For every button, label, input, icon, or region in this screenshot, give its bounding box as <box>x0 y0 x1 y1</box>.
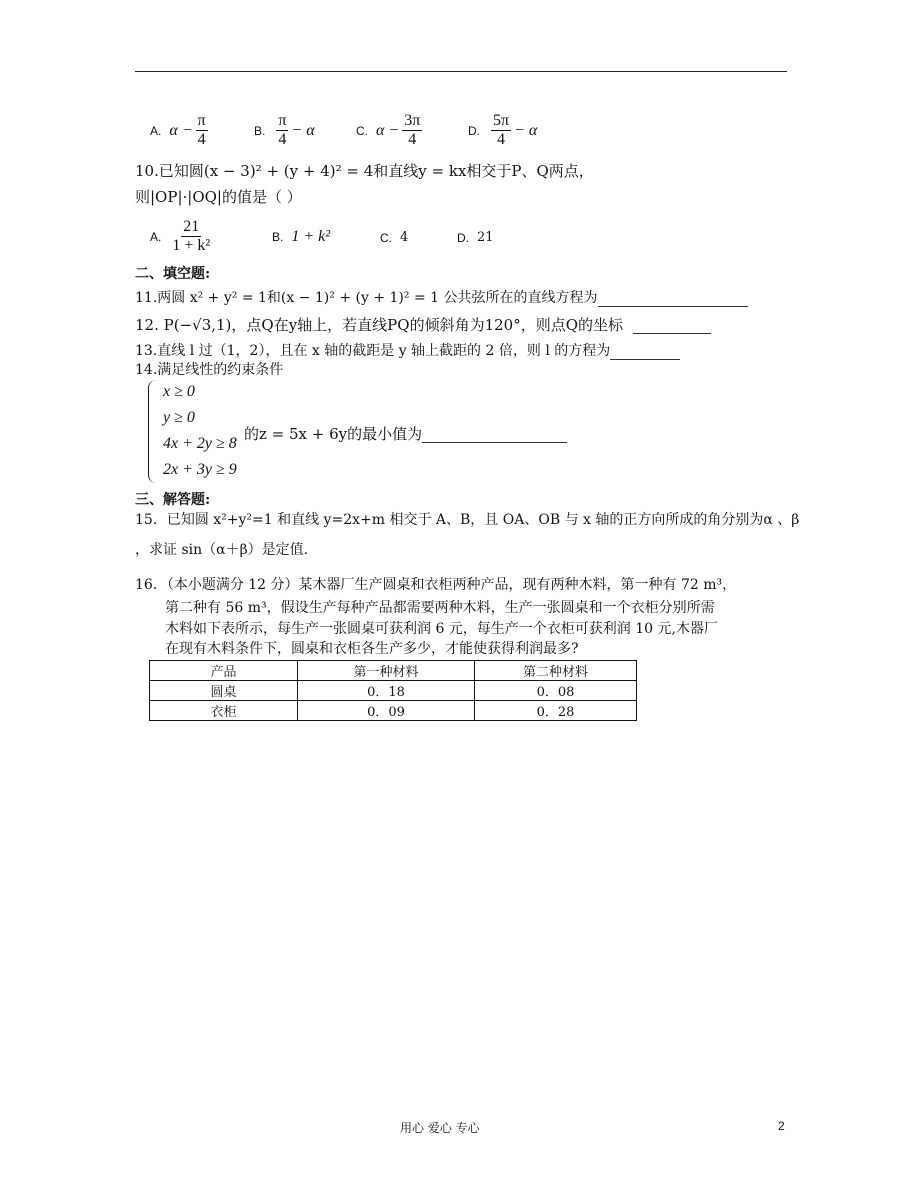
constraint-2: y ≥ 0 <box>163 409 195 426</box>
table-header: 第一种材料 <box>298 661 475 681</box>
q11: 11.两圆 x² + y² = 1和(x − 1)² + (y + 1)² = 1 公共弦所在的直线方程为 <box>135 289 748 307</box>
q10-line1: 10.已知圆(x − 3)² + (y + 4)² = 4和直线y = kx相交于P、Q两点， <box>135 162 594 180</box>
q14-answer-blank[interactable] <box>422 442 567 443</box>
table-cell: 0．18 <box>298 681 475 701</box>
q16-line4: 在现有木料条件下，圆桌和衣柜各生产多少，才能使获得利润最多? <box>165 641 579 657</box>
q16-line3: 木料如下表所示，每生产一张圆桌可获利润 6 元，每生产一个衣柜可获利润 10 元,木器厂 <box>165 621 718 637</box>
table-cell: 衣柜 <box>150 701 298 721</box>
q9-option-a: A. α − $\frac{\pi}{4}$ <box>150 112 206 148</box>
page-footer: 用心 爱心 专心 <box>400 1121 480 1135</box>
q10-option-d: D. 21 <box>457 230 494 245</box>
q13: 13.直线 l 过（1，2），且在 x 轴的截距是 y 轴上截距的 2 倍，则 l 的方程为 <box>135 342 680 360</box>
table-header-row <box>150 661 637 681</box>
q16-line1: 16．（本小题满分 12 分）某木器厂生产圆桌和衣柜两种产品，现有两种木料，第一种有 72 m³， <box>135 577 737 593</box>
q9-option-c: C. α − $\frac{3\pi}{4}$ <box>356 112 421 148</box>
q9-c-fraction: $\frac{3\pi}{4}$ <box>404 112 421 148</box>
q10-a-fraction: $\frac{21}{\text{1 + k²}}$ <box>172 218 211 254</box>
table-cell: 0．08 <box>475 681 637 701</box>
table-header: 第二种材料 <box>475 661 637 681</box>
header-rule <box>135 71 787 72</box>
table-row <box>150 701 637 721</box>
q14-objective: 的z = 5x + 6y的最小值为 <box>244 425 567 443</box>
constraint-4: 2x + 3y ≥ 9 <box>163 461 237 478</box>
section-3-heading: 三、解答题: <box>135 492 211 508</box>
table-cell: 0．09 <box>298 701 475 721</box>
constraint-1: x ≥ 0 <box>163 383 195 400</box>
q9-d-fraction: $\frac{5\pi}{4}$ <box>493 112 510 148</box>
q10-line2: 则|OP|·|OQ|的值是（ ） <box>135 188 302 206</box>
q13-answer-blank[interactable] <box>610 359 680 360</box>
q11-answer-blank[interactable] <box>598 306 748 307</box>
q9-option-d: D. $\frac{5\pi}{4}$ − α <box>468 112 538 148</box>
q9-a-fraction: $\frac{\pi}{4}$ <box>197 112 206 148</box>
q10-option-c: C. 4 <box>380 230 409 245</box>
material-table <box>149 660 637 721</box>
q15-line2: ，求证 sin（α＋β）是定值. <box>135 542 309 558</box>
table-row <box>150 681 637 701</box>
table-cell: 0．28 <box>475 701 637 721</box>
q14-intro: 14.满足线性的约束条件 <box>135 362 284 378</box>
page-number: 2 <box>778 1119 785 1133</box>
constraint-3: 4x + 2y ≥ 8 <box>163 435 237 452</box>
q9-b-fraction: $\frac{\pi}{4}$ <box>278 112 287 148</box>
table-cell: 圆桌 <box>150 681 298 701</box>
q15-line1: 15．已知圆 x²+y²=1 和直线 y=2x+m 相交于 A、B，且 OA、OB 与 x 轴的正方向所成的角分别为α 、β <box>135 512 800 528</box>
constraint-brace <box>148 380 161 483</box>
q16-line2: 第二种有 56 m³，假设生产每种产品都需要两种木料，生产一张圆桌和一个衣柜分别所需 <box>165 600 715 616</box>
q12-answer-blank[interactable] <box>633 333 711 334</box>
table-header: 产品 <box>150 661 298 681</box>
q10-option-b: B. 1 + k² <box>272 228 331 245</box>
q10-option-a: A. $\frac{21}{\text{1 + k²}}$ <box>150 218 211 254</box>
q9-option-b: B. $\frac{\pi}{4}$ − α <box>254 112 315 148</box>
q12: 12. P(−√3,1)，点Q在y轴上，若直线PQ的倾斜角为120°，则点Q的坐标 <box>135 316 711 334</box>
section-2-heading: 二、填空题: <box>135 266 211 282</box>
